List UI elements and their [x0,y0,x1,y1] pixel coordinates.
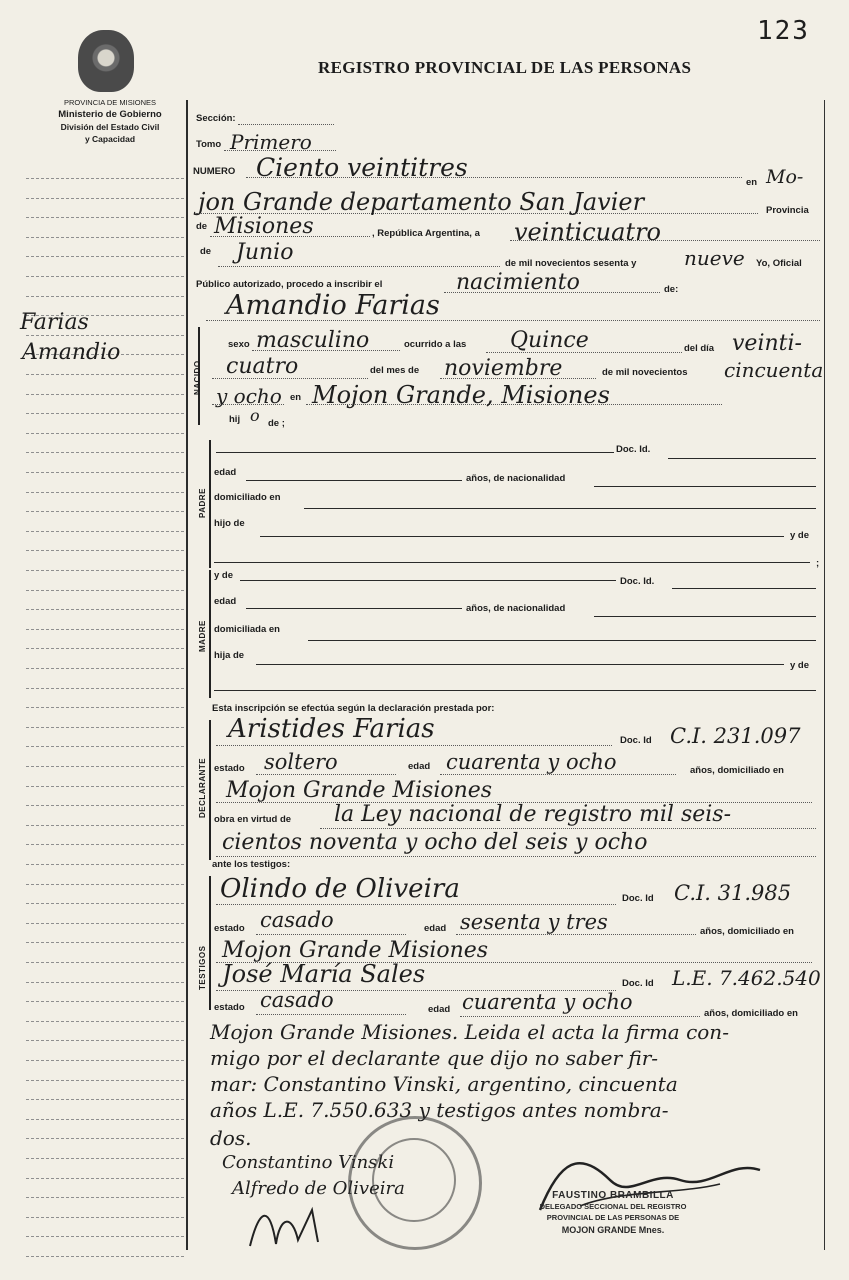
label-padre-nacionalidad: años, de nacionalidad [466,473,566,484]
value-tomo: Primero [230,130,312,154]
margin-rule-line [26,982,184,983]
label-testigo2-doc: Doc. Id [622,978,654,989]
label-testigo1-estado: estado [214,923,245,934]
value-mes: Junio [236,240,294,265]
margin-rule-line [26,413,184,414]
label-testigo2-domicilio: años, domiciliado en [704,1008,798,1019]
margin-rule-line [26,629,184,630]
bracket-padre [209,440,211,568]
value-testigo2-nombre: José María Sales [222,960,426,988]
label-padre-doc: Doc. Id. [616,444,651,455]
label-provincia: Provincia [766,205,809,216]
stamp-line-4: MOJON GRANDE Mnes. [561,1225,665,1235]
line-padre-nombre [216,452,614,453]
margin-rule-line [26,1236,184,1237]
margin-rule-line [26,1138,184,1139]
label-ante-testigos: ante los testigos: [212,859,291,870]
stamp-line-2: DELEGADO SECCIONAL DEL REGISTRO [539,1202,687,1211]
label-republica: , República Argentina, a [372,228,480,239]
line-declarante-estado [256,774,396,775]
label-madre-domicilio: domiciliada en [214,624,280,635]
label-madre-y-de: y de [214,570,234,581]
margin-rule-line [26,942,184,943]
page-number: 123 [757,16,810,46]
bracket-testigos [209,876,211,1010]
margin-rule-line [26,550,184,551]
value-declarante-doc: C.I. 231.097 [670,724,801,748]
margin-rule-line [26,217,184,218]
margin-rule-line [26,1040,184,1041]
value-sexo: masculino [256,328,370,353]
margin-rule-line [26,1217,184,1218]
section-label-madre: MADRE [198,620,207,652]
line-padre-edad [246,480,462,481]
line-testigo2-estado [256,1014,406,1015]
label-semicolon: ; [816,558,820,569]
margin-rule-line [26,1119,184,1120]
label-declarante-domicilio: años, domiciliado en [690,765,784,776]
margin-rule-line [26,276,184,277]
value-declarante-nombre: Aristides Farias [228,714,435,744]
margin-rule-line [26,825,184,826]
label-madre-y-de-end: y de [790,660,810,671]
margin-rule-line [26,668,184,669]
margin-rule-line [26,648,184,649]
line-declarante-edad [440,774,676,775]
margin-rule-line [26,707,184,708]
line-obra-virtud [320,828,816,829]
issuer-block [30,97,190,145]
value-acto: nacimiento [456,270,580,295]
line-madre-nacionalidad [594,616,816,617]
value-anio-cont: y ocho [216,384,282,408]
value-anio-nac: cincuenta [724,358,824,382]
margin-rule-line [26,590,184,591]
label-de-semi: de ; [268,418,285,429]
label-padre-edad: edad [214,467,237,478]
label-seccion: Sección: [196,113,236,124]
label-madre-doc: Doc. Id. [620,576,655,587]
label-sexo: sexo [228,339,250,350]
page-title: REGISTRO PROVINCIAL DE LAS PERSONAS [318,58,692,77]
margin-rule-line [26,864,184,865]
value-nombre: Amandio Farias [226,290,440,321]
line-padre-domicilio [304,508,816,509]
value-provincia: Misiones [214,214,314,239]
section-label-padre: PADRE [198,488,207,518]
label-padre-domicilio: domiciliado en [214,492,281,503]
line-testigo1-nombre [216,904,616,905]
line-testigo1-estado [256,934,406,935]
line-hija-de [256,664,784,665]
line-padre-y-de [214,562,810,563]
label-yo-oficial: Yo, Oficial [756,258,802,269]
note-line-2: migo por el declarante que dijo no saber fir- [210,1046,659,1070]
label-testigo2-estado: estado [214,1002,245,1013]
line-madre-edad [246,608,462,609]
margin-rule-line [26,1178,184,1179]
label-de-mil-sesenta: de mil novecientos sesenta y [505,258,637,269]
label-numero: NUMERO [193,166,236,177]
round-seal-inner-icon [372,1138,456,1222]
value-dia-letras: veinticuatro [514,218,661,246]
issuer-line-2: Ministerio de Gobierno [58,109,162,120]
value-hij: o [250,406,260,425]
value-dia: veinti- [732,331,802,356]
value-testigo2-edad: cuarenta y ocho [462,990,633,1014]
label-madre-nacionalidad: años, de nacionalidad [466,603,566,614]
margin-rule-line [26,727,184,728]
margin-rule-line [26,746,184,747]
margin-rule-line [26,256,184,257]
margin-divider [186,100,188,1250]
official-stamp [518,1190,708,1236]
label-de-mes: de [200,246,212,257]
margin-rule-line [26,962,184,963]
line-seccion [238,124,334,125]
label-obra-virtud: obra en virtud de [214,814,292,825]
value-testigo1-estado: casado [260,908,334,932]
label-ocurrido: ocurrido a las [404,339,467,350]
value-lugar-nac: Mojon Grande, Misiones [312,381,610,409]
value-declarante-edad: cuarenta y ocho [446,750,617,774]
margin-rule-line [26,1001,184,1002]
margin-note-surname: Farias [20,310,89,335]
margin-rule-line [26,198,184,199]
line-padre-nacionalidad [594,486,816,487]
provincial-seal-icon [78,30,134,92]
label-testigo1-domicilio: años, domiciliado en [700,926,794,937]
stamp-line-1: FAUSTINO BRAMBILLA [552,1190,674,1201]
value-anio: nueve [684,246,745,270]
issuer-line-4: y Capacidad [84,134,136,144]
label-declarante-edad: edad [408,761,431,772]
line-testigo1-edad [456,934,696,935]
label-inscripcion: Esta inscripción se efectúa según la declaración prestada por: [212,703,495,714]
margin-rule-line [26,1021,184,1022]
signature-constantino: Constantino Vinski [222,1152,395,1173]
line-madre-nombre [240,580,616,581]
stamp-line-3: PROVINCIAL DE LAS PERSONAS DE [546,1213,680,1222]
value-declarante-estado: soltero [264,750,338,774]
value-declarante-domicilio: Mojon Grande Misiones [226,778,493,803]
margin-rule-line [26,394,184,395]
margin-rule-line [26,923,184,924]
label-testigo1-edad: edad [424,923,447,934]
margin-rule-line [26,570,184,571]
margin-rule-line [26,844,184,845]
label-en: en [746,177,758,188]
label-declarante-estado: estado [214,763,245,774]
margin-rule-line [26,1197,184,1198]
label-del-mes: del mes de [370,365,420,376]
line-madre-y-de [214,690,816,691]
line-testigo2-edad [460,1016,700,1017]
value-testigo1-doc: C.I. 31.985 [674,881,792,905]
value-hora: Quince [510,328,589,353]
value-mes-nac: noviembre [444,356,563,381]
value-testigo1-nombre: Olindo de Oliveira [220,874,460,904]
bracket-declarante [209,720,211,860]
value-lugar: jon Grande departamento San Javier [198,188,645,216]
margin-rule-line [26,531,184,532]
label-padre-y-de: y de [790,530,810,541]
margin-rule-line [26,766,184,767]
margin-rule-line [26,903,184,904]
line-padre-doc [668,458,816,459]
line-mes [218,266,500,267]
right-border [824,100,825,1250]
margin-rule-line [26,492,184,493]
section-label-nacido: NACIDO [193,360,202,395]
section-label-testigos: TESTIGOS [198,945,207,990]
note-line-5: dos. [210,1126,252,1150]
line-declarante-nombre [216,745,612,746]
label-del-dia: del día [684,343,715,354]
margin-note-name: Amandio [22,340,121,365]
value-testigo2-doc: L.E. 7.462.540 [672,966,821,990]
note-line-1: Mojon Grande Misiones. Leida el acta la firma con- [210,1020,729,1044]
label-publico: Público autorizado, procedo a inscribir el [196,279,383,290]
margin-rule-line [26,472,184,473]
label-de-mil-novecientos: de mil novecientos [602,367,688,378]
margin-rule-line [26,1080,184,1081]
label-madre-edad: edad [214,596,237,607]
value-en: Mo- [766,166,804,188]
label-testigo1-doc: Doc. Id [622,893,654,904]
signature-scribble-icon [240,1196,360,1256]
label-en-lugar: en [290,392,302,403]
section-label-declarante: DECLARANTE [198,757,207,818]
margin-rule-line [26,1099,184,1100]
issuer-line-1: PROVINCIA DE MISIONES [63,98,157,107]
margin-rule-line [26,688,184,689]
value-obra-virtud: la Ley nacional de registro mil seis- [334,802,732,827]
value-testigo2-estado: casado [260,988,334,1012]
label-hijo-de: hijo de [214,518,245,529]
margin-rule-line [26,335,184,336]
issuer-line-3: División del Estado Civil [60,122,160,132]
margin-rule-line [26,178,184,179]
label-declarante-doc: Doc. Id [620,735,652,746]
label-hija-de: hija de [214,650,245,661]
margin-rule-line [26,786,184,787]
value-obra-cont: cientos noventa y ocho del seis y ocho [222,830,648,855]
value-testigo1-domicilio: Mojon Grande Misiones [222,938,489,963]
margin-rule-line [26,805,184,806]
line-madre-doc [672,588,816,589]
note-line-4: años L.E. 7.550.633 y testigos antes nombra- [210,1098,669,1122]
margin-rule-line [26,1060,184,1061]
value-testigo1-edad: sesenta y tres [460,910,608,934]
value-numero: Ciento veintitres [256,153,468,182]
margin-rule-line [26,374,184,375]
margin-rule-line [26,884,184,885]
label-de-provincia: de [196,221,208,232]
margin-rule-line [26,237,184,238]
margin-rule-line [26,296,184,297]
label-de-colon: de: [664,284,679,295]
note-line-3: mar: Constantino Vinski, argentino, cincuenta [210,1072,678,1096]
signature-alfredo: Alfredo de Oliveira [232,1178,405,1199]
line-obra-cont [216,856,816,857]
margin-rule-line [26,511,184,512]
margin-rule-line [26,609,184,610]
margin-rule-line [26,433,184,434]
margin-rule-line [26,452,184,453]
line-hijo-de [260,536,784,537]
label-hij: hij [229,414,241,425]
bracket-madre [209,570,211,698]
margin-rule-line [26,1256,184,1257]
value-dia-cont: cuatro [226,354,299,379]
label-testigo2-edad: edad [428,1004,451,1015]
label-tomo: Tomo [196,139,222,150]
line-madre-domicilio [308,640,816,641]
margin-rule-line [26,1158,184,1159]
